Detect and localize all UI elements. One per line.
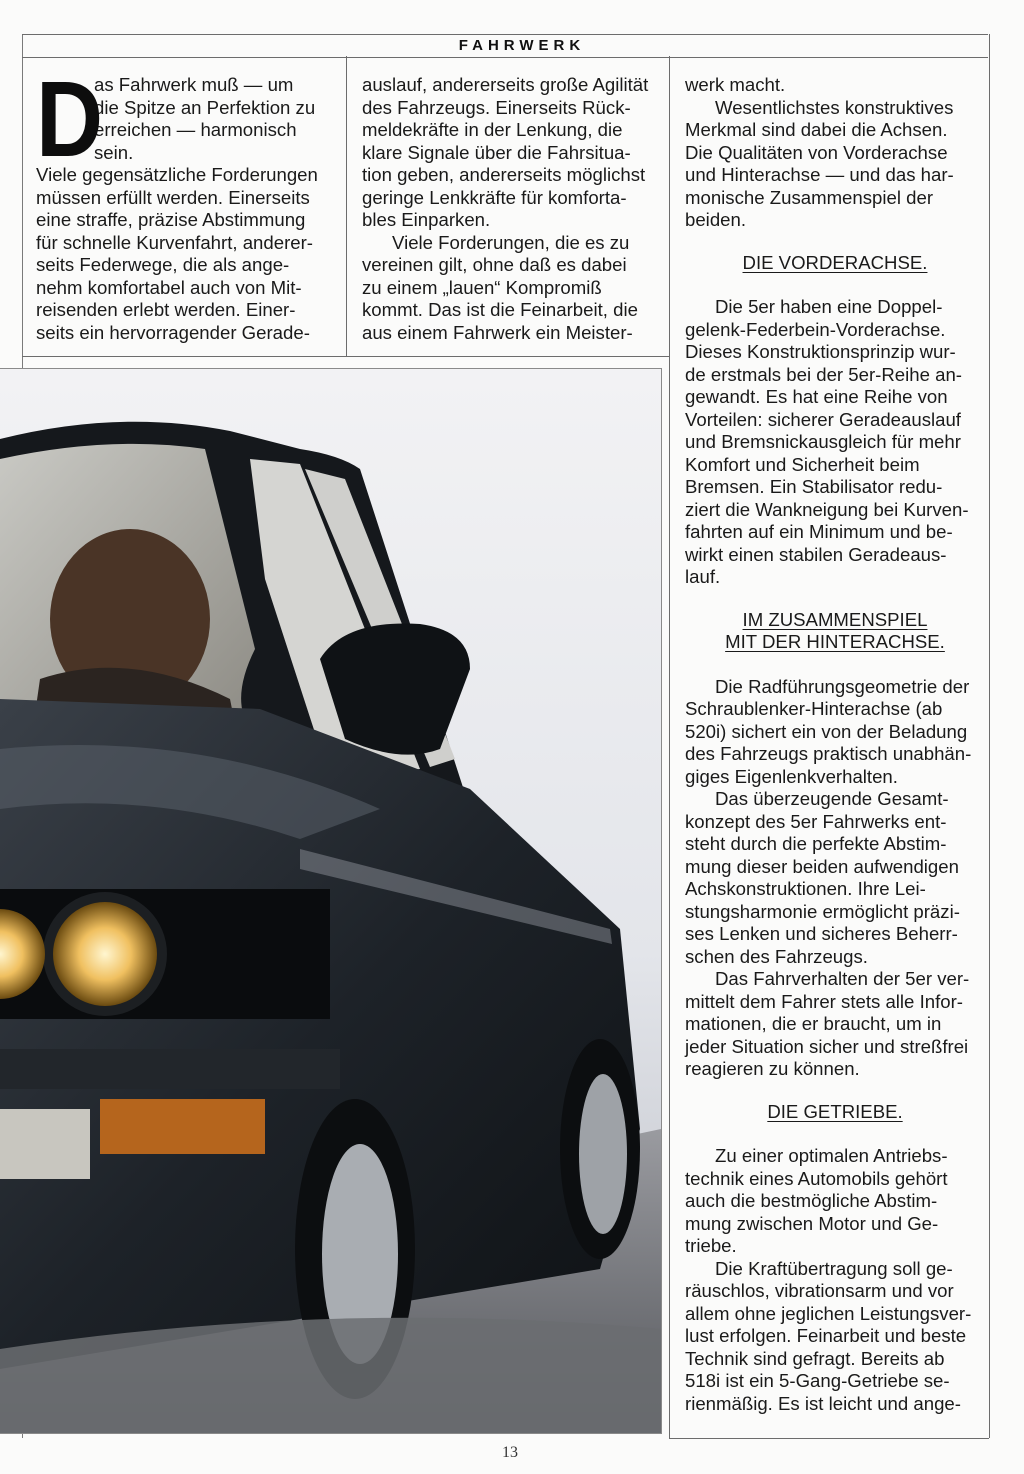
text-line: ses Lenken und sicheres Beherr-	[685, 923, 958, 944]
text-line: die Spitze an Perfektion zu	[94, 96, 316, 118]
top-columns-rule	[22, 356, 670, 357]
car-photo	[0, 368, 662, 1434]
text-line: Die Kraftübertragung soll ge-	[715, 1257, 953, 1279]
text-line: Dieses Konstruktionsprinzip wur-	[685, 341, 956, 362]
text-line: Vorteilen: sicherer Geradeauslauf	[685, 408, 961, 430]
column-2	[362, 74, 662, 344]
text-line: Wesentlichstes konstruktives	[715, 96, 954, 118]
text-line: allem ohne jeglichen Leistungsver-	[685, 1302, 972, 1324]
right-border	[989, 34, 990, 1438]
text-line: und Hinterachse — und das har-	[685, 164, 954, 185]
text-line: erreichen — harmonisch	[94, 119, 297, 140]
drop-cap: D	[36, 58, 104, 179]
text-line: Merkmal sind dabei die Achsen.	[685, 119, 948, 140]
text-line: reisenden erlebt werden. Einer-	[36, 299, 296, 320]
text-line: lauf.	[685, 566, 721, 587]
text-line: wirkt einen stabilen Geradeaus-	[685, 543, 947, 565]
text-line: 520i) sichert ein von der Beladung	[685, 720, 968, 742]
text-line: mationen, die er braucht, um in	[685, 1013, 942, 1034]
text-line: as Fahrwerk muß — um	[94, 74, 294, 95]
text-line: nehm komfortabel auch von Mit-	[36, 276, 302, 298]
heading-zusammenspiel-1: IM ZUSAMMENSPIEL	[742, 608, 928, 630]
column-divider-1	[346, 56, 347, 356]
text-line: giges Eigenlenkverhalten.	[685, 765, 898, 787]
text-line: mung zwischen Motor und Ge-	[685, 1212, 939, 1234]
text-line: Die Radführungsgeometrie der	[715, 675, 970, 697]
text-line: werk macht.	[685, 74, 786, 95]
text-line: rienmäßig. Es ist leicht und ange-	[685, 1392, 961, 1414]
text-line: Achskonstruktionen. Ihre Lei-	[685, 878, 926, 899]
text-line: mung dieser beiden aufwendigen	[685, 855, 959, 877]
text-line: und Bremsnickausgleich für mehr	[685, 431, 961, 452]
text-line: Komfort und Sicherheit beim	[685, 453, 920, 475]
heading-getriebe: DIE GETRIEBE.	[767, 1100, 903, 1122]
text-line: Das Fahrverhalten der 5er ver-	[715, 968, 970, 989]
text-line: Das überzeugende Gesamt-	[715, 788, 949, 809]
text-line: stungsharmonie ermöglicht präzi-	[685, 900, 960, 922]
text-line: technik eines Automobils gehört	[685, 1167, 948, 1189]
text-line: seits ein hervorragender Gerade-	[36, 321, 310, 343]
text-line: mittelt dem Fahrer stets alle Infor-	[685, 990, 963, 1012]
text-line: für schnelle Kurvenfahrt, anderer-	[36, 231, 313, 253]
text-line: reagieren zu können.	[685, 1058, 860, 1079]
text-line: monische Zusammenspiel der	[685, 186, 934, 208]
heading-vorderachse: DIE VORDERACHSE.	[742, 251, 928, 273]
text-line: geringe Lenkkräfte für komforta-	[362, 186, 627, 208]
text-line: Die Qualitäten von Vorderachse	[685, 141, 948, 163]
column-3	[685, 74, 985, 1415]
text-line: Bremsen. Ein Stabilisator redu-	[685, 476, 943, 497]
text-line: tion geben, andererseits möglichst	[362, 164, 646, 185]
text-line: gelenk-Federbein-Vorderachse.	[685, 318, 946, 340]
text-line: des Fahrzeugs. Einerseits Rück-	[362, 96, 631, 118]
text-line: fahrten auf ein Minimum und be-	[685, 521, 953, 542]
text-line: Zu einer optimalen Antriebs-	[715, 1145, 948, 1166]
text-line: eine straffe, präzise Abstimmung	[36, 209, 306, 230]
text-line: müssen erfüllt werden. Einerseits	[36, 186, 310, 208]
text-line: beiden.	[685, 209, 747, 230]
text-line: sein.	[94, 141, 134, 163]
text-line: räuschlos, vibrationsarm und vor	[685, 1280, 954, 1301]
text-line: Schraublenker-Hinterachse (ab	[685, 698, 943, 719]
column-divider-2	[669, 56, 670, 1438]
text-line: vereinen gilt, ohne daß es dabei	[362, 254, 627, 275]
text-line: auslauf, andererseits große Agilität	[362, 74, 649, 95]
text-line: aus einem Fahrwerk ein Meister-	[362, 321, 633, 343]
car-illustration	[0, 369, 661, 1433]
text-line: meldekräfte in der Lenkung, die	[362, 119, 623, 140]
text-line: Die 5er haben eine Doppel-	[715, 296, 943, 317]
text-line: auch die bestmögliche Abstim-	[685, 1190, 938, 1211]
section-title: FAHRWERK	[422, 35, 622, 57]
text-line: ziert die Wankneigung bei Kurven-	[685, 498, 969, 520]
text-line: Technik sind gefragt. Bereits ab	[685, 1347, 945, 1369]
column-1	[36, 58, 336, 344]
text-line: Viele Forderungen, die es zu	[392, 231, 630, 253]
text-line: gewandt. Es hat eine Reihe von	[685, 386, 948, 407]
text-line: Viele gegensätzliche Forderungen	[36, 164, 318, 185]
text-line: jeder Situation sicher und streßfrei	[685, 1035, 969, 1057]
heading-zusammenspiel-2: MIT DER HINTERACHSE.	[725, 631, 945, 652]
page-number: 13	[502, 1444, 518, 1461]
header-bar	[22, 34, 988, 58]
text-line: 518i ist ein 5-Gang-Getriebe se-	[685, 1370, 950, 1391]
text-line: schen des Fahrzeugs.	[685, 945, 868, 967]
text-line: konzept des 5er Fahrwerks ent-	[685, 810, 947, 832]
text-line: kommt. Das ist die Feinarbeit, die	[362, 299, 638, 320]
text-line: de erstmals bei der 5er-Reihe an-	[685, 363, 962, 385]
text-line: lust erfolgen. Feinarbeit und beste	[685, 1325, 967, 1346]
text-line: bles Einparken.	[362, 209, 491, 230]
text-line: seits Federwege, die als ange-	[36, 254, 290, 275]
text-line: des Fahrzeugs praktisch unabhän-	[685, 743, 972, 764]
text-line: steht durch die perfekte Abstim-	[685, 833, 947, 854]
text-line: klare Signale über die Fahrsitua-	[362, 141, 631, 163]
text-line: triebe.	[685, 1235, 737, 1256]
text-line: zu einem „lauen“ Kompromiß	[362, 276, 602, 298]
bottom-rule	[669, 1438, 989, 1439]
